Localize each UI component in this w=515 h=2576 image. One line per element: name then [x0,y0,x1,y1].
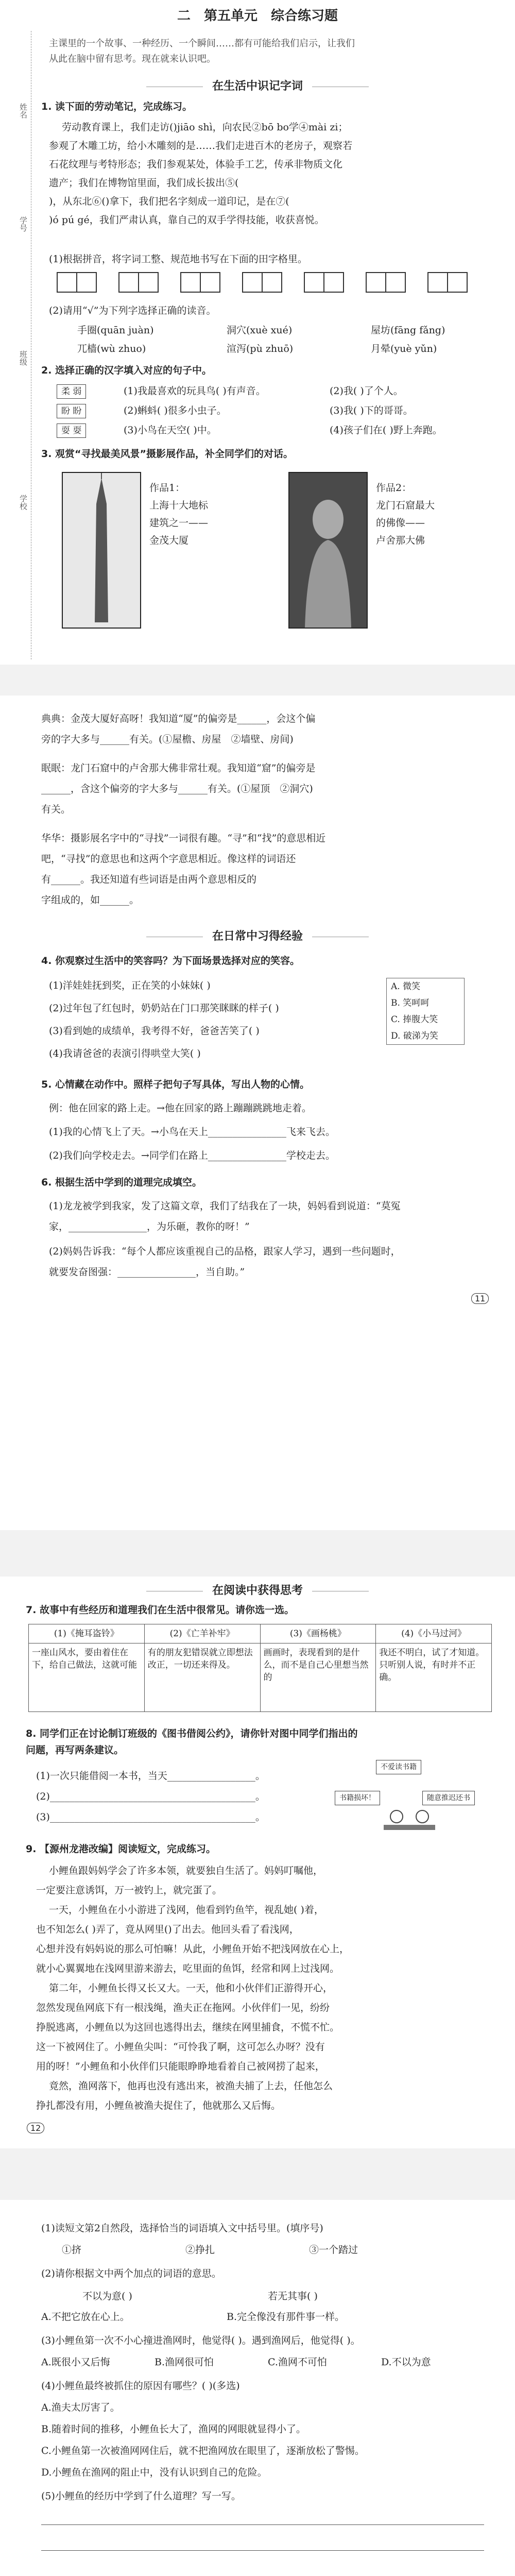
q2-sentence: (2)蝌蚪( )很多小虫子。 [124,405,227,416]
pinyin-option[interactable]: 渲泻(pù zhuō) [227,343,294,354]
q2-char-pair: 耍 耍 [57,423,86,438]
q8-line[interactable]: (1)一次只能借阅一本书，当天__________________。 [36,1770,265,1782]
q8-title-2: 问题，再写两条建议。 [26,1744,124,1756]
q8-illustration [335,1760,489,1832]
q4-item: (2)过年包了红包时，奶奶站在门口那笑眯眯的样子( ) [49,1003,279,1014]
tianzige-box[interactable] [138,272,159,293]
q5-item: (1)我的心情飞上了天。→小鸟在天上________________飞来飞去。 [49,1126,335,1138]
q9-title: 9. 【源州龙港改编】阅读短文，完成练习。 [26,1843,216,1855]
story-line: 这一下被网住了。小鲤鱼尖叫：“可怜我了啊，这可怎么办呀？没有 [36,2041,325,2053]
tianzige-box[interactable] [200,272,220,293]
q6-item: 就要发奋图强：________________，当自助。” [49,1266,245,1278]
q6-item: 家，________________，为乐砸，教你的呀！” [49,1221,250,1232]
q6-title: 6. 根据生活中学到的道理完成填空。 [41,1177,202,1188]
q1-title: 1. 读下面的劳动笔记，完成练习。 [41,101,193,112]
tianzige-box[interactable] [385,272,406,293]
dialog-line: 华华：摄影展名字中的“寻找”一词很有趣。“寻”和“找”的意思相近 [41,833,326,844]
pinyin-option[interactable]: 洞穴(xuè xué) [227,325,293,336]
q3-title: 3. 观赏“寻找最美风景”摄影展作品，补全同学们的对话。 [41,448,294,460]
worksheet-page-3 [0,1577,515,2148]
q9-sub4-option[interactable]: A.渔夫太厉害了。 [41,2402,120,2413]
answer-line[interactable] [41,2550,484,2551]
q9-sub1: (1)读短文第2自然段，选择恰当的词语填入文中括号里。(填序号) [41,2223,323,2234]
q2-sentence: (3)小鸟在天空( )中。 [124,425,217,436]
story-line: 一天，小鲤鱼在小小游进了浅网，他看到钓鱼竿，视乱她( )着， [49,1904,324,1916]
section-heading-2: 在日常中习得经验 [0,927,515,943]
work2-label: 作品2： 龙门石窟最大 的佛像—— 卢舍那大佛 [376,482,435,546]
q2-sentence: (1)我最喜欢的玩具鸟( )有声音。 [124,385,266,397]
q4-item: (1)洋娃娃抚到奖，正在笑的小妹妹( ) [49,980,211,991]
speech-bubble: 不爱读书籍 [376,1760,421,1774]
tianzige-box[interactable] [76,272,97,293]
q9-sub3-option[interactable]: C.渔网不可怕 [268,2357,327,2368]
q1-passage-1: 劳动教育课上，我们走访()jiāo shì，向农民②bō bo学④mài zi； [62,122,348,133]
q9-sub3-option[interactable]: D.不以为意 [381,2357,431,2368]
intro-line-1: 主课里的一个故事、一种经历、一个瞬间……都有可能给我们启示，让我们 [49,38,355,49]
page-gap [0,1530,515,1577]
q7-table [28,1624,492,1712]
q4-options-box [386,978,465,1045]
story-line: 也不知怎么( )弄了，竟从网里()了出去。他回头看了看浅网， [36,1924,299,1935]
q4-option[interactable]: C. 捧腹大笑 [391,1014,438,1025]
q7-cell: 我还不明白，试了才知道。只听别人说，有时并不正确。 [376,1643,492,1712]
tianzige-box[interactable] [118,272,139,293]
q1-sub2: (2)请用“√”为下列字选择正确的读音。 [49,305,216,316]
page-number: 11 [471,1293,489,1304]
dialog-line: 有关。 [41,804,71,815]
q5-title: 5. 心情藏在动作中。照样子把句子写具体，写出人物的心情。 [41,1079,310,1090]
q9-choice[interactable]: ①挤 [62,2244,82,2256]
q9-pair: 若无其事( ) [268,2291,318,2302]
worksheet-page-4 [0,2200,515,2576]
q7-head: (4)《小马过河》 [376,1624,492,1643]
tianzige-box[interactable] [57,272,77,293]
q1-passage-2: 参观了木雕工坊，给小木雕刻的是……我们走进百木的老房子，观察若 [49,140,353,151]
q2-char-pair: 柔 弱 [57,384,86,399]
tianzige-box[interactable] [447,272,468,293]
buddha-icon [289,473,367,628]
q9-sub3: (3)小鲤鱼第一次不小心撞进渔网时，他觉得( )。遇到渔网后，他觉得( )。 [41,2335,360,2346]
side-binding-class: 班级 [19,350,28,366]
q7-head: (2)《亡羊补牢》 [144,1624,260,1643]
story-line: 挣脱逃离，小鲤鱼以为这回也逃得出去，继续在网里捕食，不慌不忙。 [36,2022,340,2033]
dialog-line: 眠眠：龙门石窟中的卢舍那大佛非常壮观。我知道“窟”的偏旁是 [41,762,316,774]
q5-example: 例：他在回家的路上走。→他在回家的路上蹦蹦跳跳地走着。 [49,1103,312,1114]
q9-sub2: (2)请你根据文中两个加点的词语的意思。 [41,2268,221,2279]
q9-pair-option[interactable]: B.完全像没有那件事一样。 [227,2311,345,2323]
tianzige-box[interactable] [323,272,344,293]
dialog-line: ______，含这个偏旁的字大多与______有关。(①屋顶 ②洞穴) [41,783,313,794]
q4-option[interactable]: B. 笑呵呵 [391,998,430,1008]
q8-title: 8. 同学们正在讨论制订班级的《图书借阅公约》，请你针对图中同学们指出的 [26,1728,358,1739]
tower-icon [63,473,140,628]
dialog-line: 吧，“寻找”的意思也和这两个字意思相近。像这样的词语还 [41,853,296,865]
q9-sub3-option[interactable]: A.既很小又后悔 [41,2357,110,2368]
q2-char-pair: 盼 盼 [57,404,86,418]
q7-cell: 画画时，表现看到的是什么，而不是自己心里想当然的 [260,1643,376,1712]
q4-title: 4. 你观察过生活中的笑容吗？为下面场景选择对应的笑容。 [41,955,300,967]
tianzige-box[interactable] [180,272,201,293]
dialog-line: 字组成的，如______。 [41,894,140,906]
q9-sub4-option[interactable]: C.小鲤鱼第一次被渔网网住后，就不把渔网放在眼里了，逐渐放松了警惕。 [41,2445,365,2456]
jinmao-tower-photo [62,472,141,629]
q9-pair: 不以为意( ) [82,2291,132,2302]
q5-item: (2)我们向学校走去。→同学们在路上________________学校走去。 [49,1150,335,1161]
story-line: 忽然发现鱼网底下有一根浅绳，渔夫正在拖网。小伙伴们一见，纷纷 [36,2002,330,2013]
q7-title: 7. 故事中有些经历和道理我们在生活中很常见。请你选一选。 [26,1604,295,1616]
students-icon [335,1760,489,1832]
worksheet-page-1 [0,0,515,665]
pinyin-option[interactable]: 屋坊(fāng fǎng) [371,325,445,336]
tianzige-row [57,272,479,295]
story-line: 一定要注意诱饵，万一被钓上，就完蛋了。 [36,1885,222,1896]
intro-line-2: 从此在脑中留有思考。现在就来认识吧。 [49,54,216,64]
pinyin-option[interactable]: 手圈(quān juàn) [77,325,154,336]
pinyin-option[interactable]: 月晕(yuè yǔn) [371,343,437,354]
q1-passage-4: 遗产；我们在博物馆里面，我们成长拔出⑤( [49,177,239,189]
page-title: 二 第五单元 综合练习题 [177,8,338,24]
q7-cell: 一座山风水，要由着住在下，给自己做法，这就可能 [29,1643,145,1712]
q8-line[interactable]: (2)__________________________________________。 [36,1791,265,1802]
q7-head: (3)《画杨桃》 [260,1624,376,1643]
q6-item: (2)妈妈告诉我：“每个人都应该重视自己的品格，跟家人学习，遇到一些问题时， [49,1246,401,1257]
q4-option[interactable]: A. 微笑 [391,981,421,992]
buddha-statue-photo [288,472,368,629]
story-line: 用的呀！”小鲤鱼和小伙伴们只能眼睁睁地看着自己被网捞了起来， [36,2061,325,2072]
side-binding-name: 姓名 [19,103,28,118]
pinyin-option[interactable]: 兀樯(wù zhuo) [77,343,146,354]
work1-label: 作品1： 上海十大地标 建筑之一—— 金茂大厦 [149,482,209,546]
q1-passage-3: 石花纹理与考特形态；我们参观某处，体验手工艺，传承非物质文化 [49,159,343,170]
q9-sub4-option[interactable]: B.随着时间的推移，小鲤鱼长大了，渔网的网眼就显得小了。 [41,2424,306,2435]
page-gap [0,2148,515,2200]
q9-sub5: (5)小鲤鱼的经历中学到了什么道理？写一写。 [41,2490,241,2502]
story-line: 竟然，渔网落下，他再也没有逃出来，被渔夫捕了上去，任他怎么 [49,2080,333,2092]
q1-sub1: (1)根据拼音，将字词工整、规范地书写在下面的田字格里。 [49,253,307,265]
tianzige-box[interactable] [242,272,263,293]
dialog-line: 典典：金茂大厦好高呀！我知道“厦”的偏旁是______，会这个偏 [41,713,316,724]
q4-item: (4)我请爸爸的表演引得哄堂大笑( ) [49,1048,201,1059]
story-line: 心想并没有妈妈说的那么可怕嘛！从此，小鲤鱼开始不把浅网放在心上， [36,1943,350,1955]
q7-head: (1)《掩耳盗铃》 [29,1624,145,1643]
tianzige-box[interactable] [366,272,386,293]
story-line: 就小心翼翼地在浅网里游来游去，吃里面的鱼饵，经常和网上过浅网。 [36,1963,340,1974]
story-line: 第二年，小鲤鱼长得又长又大。一天，他和小伙伴们正游得开心， [49,1982,333,1994]
answer-line[interactable] [41,2524,484,2525]
section-heading-1: 在生活中识记字词 [0,77,515,93]
q6-item: (1)龙龙被学到我家，发了这篇文章，我们了结我在了一块，妈妈看到说道：“莫冤 [49,1200,401,1212]
q2-sentence: (4)孩子们在( )野上奔跑。 [330,425,442,436]
q8-line[interactable]: (3)__________________________________________。 [36,1811,265,1823]
dialog-line: 有______。我还知道有些词语是由两个意思相反的 [41,874,257,885]
tianzige-box[interactable] [427,272,448,293]
side-binding-school: 学校 [19,495,28,510]
q2-sentence: (3)我( )下的哥哥。 [330,405,413,416]
q9-sub3-option[interactable]: B.渔网很可怕 [154,2357,214,2368]
story-line: 挣扎都没有用，小鲤鱼被渔夫捉住了，他就那么又后悔。 [36,2100,281,2111]
q9-sub4-option[interactable]: D.小鲤鱼在渔网的阻止中，没有认识到自己的危险。 [41,2467,267,2478]
q1-passage-5: )，从东北⑥()拿下，我们把名字刻成一道印记，是在⑦( [49,196,289,207]
q9-choice[interactable]: ②挣扎 [185,2244,215,2256]
section-heading-3: 在阅读中获得思考 [0,1582,515,1598]
q1-passage-6: )ó pú gé，我们严肃认真，靠自己的双手学得技能，收获喜悦。 [49,214,324,226]
tianzige-box[interactable] [262,272,282,293]
side-binding-number: 学号 [19,216,28,232]
q4-option[interactable]: D. 破涕为笑 [391,1031,438,1041]
q2-title: 2. 选择正确的汉字填入对应的句子中。 [41,365,212,376]
story-line: 小鲤鱼跟妈妈学会了许多本领，就要独自生活了。妈妈叮嘱他， [49,1865,323,1876]
speech-bubble: 书籍损坏！ [335,1791,380,1805]
q2-sentence: (2)我( )了个人。 [330,385,403,397]
speech-bubble: 随意推迟还书 [422,1791,475,1805]
q4-item: (3)看到她的成绩单，我考得不好，爸爸苦笑了( ) [49,1025,260,1037]
q9-pair-option[interactable]: A.不把它放在心上。 [41,2311,130,2323]
worksheet-page-2 [0,696,515,1530]
page-gap [0,665,515,696]
page-number: 12 [27,2123,44,2133]
q9-choice[interactable]: ③一个踏过 [309,2244,358,2256]
dialog-line: 旁的字大多与______有关。(①屋檐、房屋 ②墙壁、房间) [41,734,294,745]
tianzige-box[interactable] [304,272,324,293]
q9-sub4: (4)小鲤鱼最终被抓住的原因有哪些？( )(多选) [41,2380,240,2392]
q7-cell: 有的朋友犯错误就立即想法改正，一切还来得及。 [144,1643,260,1712]
